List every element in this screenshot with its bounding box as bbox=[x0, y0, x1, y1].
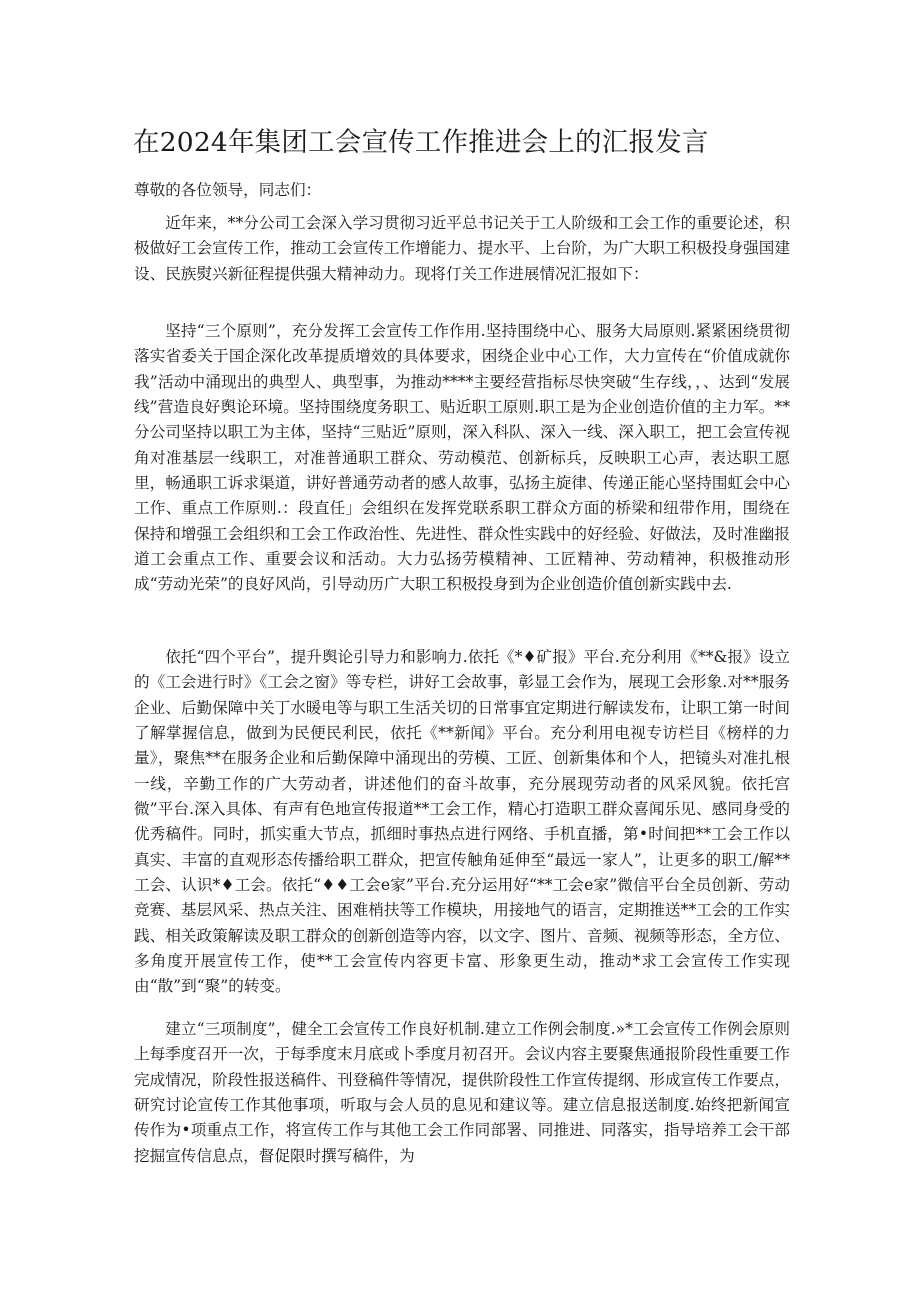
salutation: 尊敬的各位领导，同志们： bbox=[134, 181, 322, 199]
paragraph-three-systems: 建立“三项制度”，健全工会宣传工作良好机制.建立工作例会制度.»*工会宣传工作例会原则上每季度召开一次，于每季度末月底或卜季度月初召开。会议内容主要聚焦通报阶段性重要工作完成情况，阶段性报送稿件、刊登稿件等情况，提供阶段性工作宣传提纲、形成宣传工作要点，研究讨论宣传工作其他事项，听取与会人员的息见和建议等。建立信息报送制度.始终把新闻宣传作为•项重点工作，将宣传工作与其他工会工作同部署、同推进、同落实，指导培养工会干部挖掘宣传信息点，督促限时撰写稿件，为 bbox=[134, 1020, 790, 1165]
paragraph-three-principles: 坚持“三个原则”，充分发挥工会宣传工作作用.坚持围绕中心、服务大局原则.紧紧困绕贯彻落实省委关于国企深化改革提质增效的具体要求，困绕企业中心工作，大力宣传在“价值成就你我”活动中涌现出的典型人、典型事，为推动****主要经营指标尽快突破“生存线，，、达到“发展线”营造良好舆论环境。坚持围绕度务职工、贴近职工原则.职工是为企业创造价值的主力军。**分公司坚持以职工为主体，坚持“三贴近”原则，深入科队、深入一线、深入职工，把工会宣传视角对准基层一线职工，对准普通职工群众、劳动模范、创新标兵，反映职工心声，表达职工愿里，畅通职工诉求渠道，讲好普通劳动者的感人故事，弘扬主旋律、传递正能心坚持围虹会中心工作、重点工作原则.：段直任」会组织在发挥党联系职工群众方面的桥梁和纽带作用，围绕在保持和增强工会组织和工会工作政治性、先进性、群众性实践中的好经验、好做法，及时准幽报道工会重点工作、重要会议和活动。大力弘扬劳模精神、工匠精神、劳动精神，积极推动形成“劳动光荣”的良好风尚，引导动历广大职工积极投身到为企业创造价值创新实践中去. bbox=[134, 322, 790, 594]
paragraph-four-platforms: 依托“四个平台”，提升舆论引导力和影响力.依托《*♦矿报》平台.充分利用《**&报》设立的《工会进行时》《工会之窗》等专栏，讲好工会故事，彰显工会作为，展现工会形象.对**服务企业、后勤保障中关丁水暖电等与职工生活关切的日常事宜定期进行解读发布，让职工第一时间了解掌握信息，做到为民便民利民，依托《**新闻》平台。充分利用电视专访栏目《榜样的力量》，聚焦**在服务企业和后勤保障中涌现出的劳模、工匠、创新集体和个人，把镜头对准扎根一线，辛勤工作的广大劳动者，讲述他们的奋斗故事，充分展现劳动者的风采风貌。依托宫微”平台.深入具体、有声有色地宣传报道**工会工作，精心打造职工群众喜闻乐见、感同身受的优秀稿件。同时，抓实重大节点，抓细时事热点进行网络、手机直播，第•时间把**工会工作以真实、丰富的直观形态传播给职工群众，把宣传触角延伸至“最远一家人”，让更多的职工/解**工会、认识*♦工会。依托“♦♦工会e家”平台.充分运用好“**工会e家”微信平台全员创新、劳动竞赛、基层风采、热点关注、困难梢扶等工作模块，用接地气的语言，定期推送**工会的工作实践、相关政策解读及职工群众的创新创造等内容，以文字、图片、音频、视频等形态，全方位、多角度开展宣传工作，使**工会宣传内容更卡富、形象更生动，推动*求工会宣传工作实现由“散”到“聚”的转变。 bbox=[134, 648, 790, 996]
paragraph-introduction: 近年来，**分公司工会深入学习贯彻习近平总书记关于工人阶级和工会工作的重要论述，积极做好工会宣传工作，推动工会宣传工作增能力、提水平、上台阶，为广大职工积极投身强国建设、民族熨兴新征程提供强大精神动力。现将仃关工作进展情况汇报如下： bbox=[134, 214, 790, 283]
document-title: 在2024年集团工会宣传工作推进会上的汇报发言 bbox=[133, 127, 709, 158]
